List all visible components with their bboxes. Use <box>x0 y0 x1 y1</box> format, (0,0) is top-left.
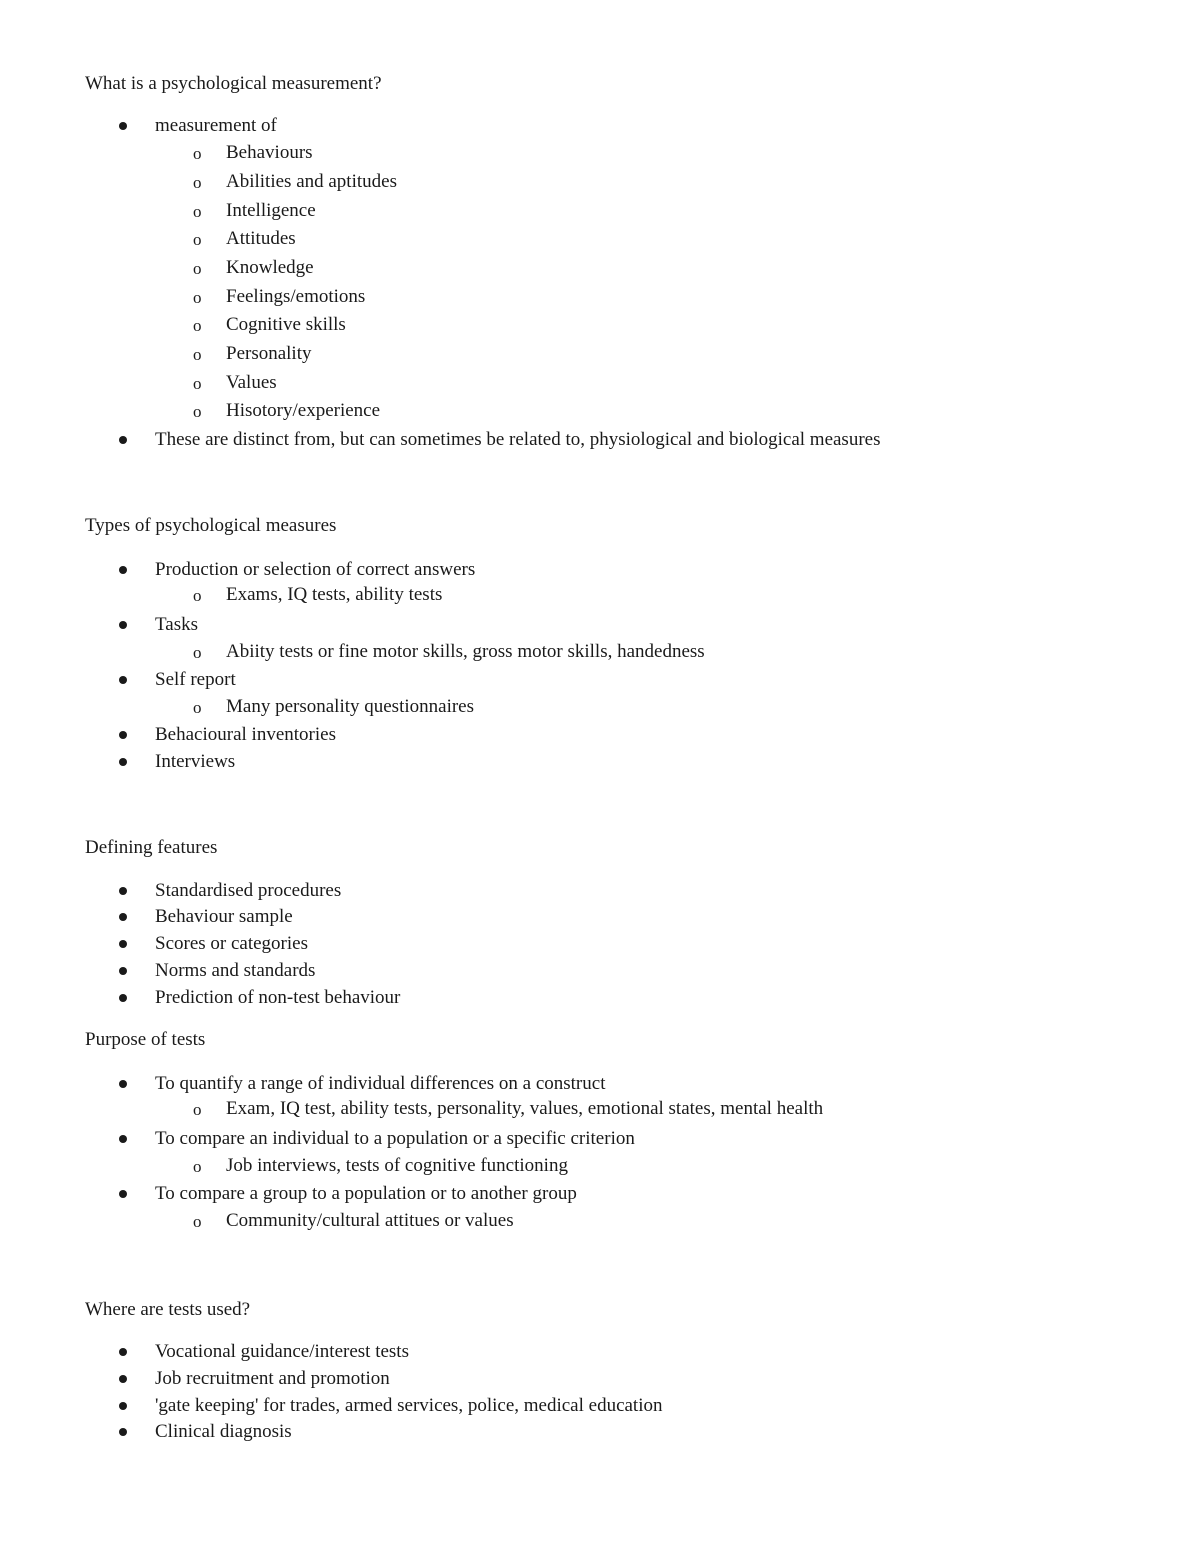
sub-bullet-icon: o <box>193 643 202 662</box>
sub-list-item: Feelings/emotions <box>226 286 366 307</box>
sub-list-item: Values <box>226 372 277 393</box>
sub-bullet-icon: o <box>193 144 202 163</box>
list-item: Norms and standards <box>155 960 316 981</box>
list-item: Behaviour sample <box>155 906 293 927</box>
sub-list-item: Knowledge <box>226 257 314 278</box>
bullet-icon <box>119 1135 127 1143</box>
list-item: 'gate keeping' for trades, armed services, police, medical education <box>155 1395 663 1416</box>
bullet-icon <box>119 436 127 444</box>
list-item: Production or selection of correct answers <box>155 559 476 580</box>
bullet-icon <box>119 1190 127 1198</box>
section-heading: Where are tests used? <box>85 1299 251 1320</box>
list-item: To compare a group to a population or to another group <box>155 1183 577 1204</box>
sub-list-item: Exams, IQ tests, ability tests <box>226 584 443 605</box>
sub-bullet-icon: o <box>193 586 202 605</box>
list-item: Clinical diagnosis <box>155 1421 292 1442</box>
sub-list-item: Attitudes <box>226 228 296 249</box>
sub-bullet-icon: o <box>193 345 202 364</box>
sub-bullet-icon: o <box>193 1157 202 1176</box>
sub-list-item: Exam, IQ test, ability tests, personality, values, emotional states, mental health <box>226 1098 824 1119</box>
list-item: Job recruitment and promotion <box>155 1368 390 1389</box>
bullet-icon <box>119 731 127 739</box>
sub-list-item: Hisotory/experience <box>226 400 381 421</box>
list-item: Vocational guidance/interest tests <box>155 1341 409 1362</box>
bullet-icon <box>119 621 127 629</box>
sub-list-item: Community/cultural attitues or values <box>226 1210 514 1231</box>
bullet-icon <box>119 758 127 766</box>
sub-list-item: Intelligence <box>226 200 316 221</box>
sub-list-item: Job interviews, tests of cognitive functioning <box>226 1155 568 1176</box>
bullet-icon <box>119 913 127 921</box>
sub-bullet-icon: o <box>193 230 202 249</box>
bullet-icon <box>119 1375 127 1383</box>
bullet-icon <box>119 1080 127 1088</box>
bullet-icon <box>119 1402 127 1410</box>
bullet-icon <box>119 994 127 1002</box>
sub-bullet-icon: o <box>193 402 202 421</box>
list-item: Self report <box>155 669 236 690</box>
list-item: These are distinct from, but can sometimes be related to, physiological and biological measures <box>155 429 881 450</box>
sub-bullet-icon: o <box>193 1212 202 1231</box>
sub-list-item: Personality <box>226 343 312 364</box>
sub-bullet-icon: o <box>193 202 202 221</box>
bullet-icon <box>119 676 127 684</box>
sub-bullet-icon: o <box>193 698 202 717</box>
sub-bullet-icon: o <box>193 173 202 192</box>
sub-list-item: Behaviours <box>226 142 313 163</box>
section-heading: Types of psychological measures <box>85 515 337 536</box>
section-heading: Defining features <box>85 837 218 858</box>
list-item: Tasks <box>155 614 199 635</box>
list-item: To compare an individual to a population or a specific criterion <box>155 1128 635 1149</box>
list-item: Prediction of non-test behaviour <box>155 987 401 1008</box>
bullet-icon <box>119 566 127 574</box>
list-item: To quantify a range of individual differences on a construct <box>155 1073 606 1094</box>
bullet-icon <box>119 940 127 948</box>
bullet-icon <box>119 1348 127 1356</box>
sub-bullet-icon: o <box>193 1100 202 1119</box>
sub-list-item: Abilities and aptitudes <box>226 171 397 192</box>
sub-list-item: Abiity tests or fine motor skills, gross motor skills, handedness <box>226 641 705 662</box>
section-heading: What is a psychological measurement? <box>85 73 382 94</box>
sub-list-item: Many personality questionnaires <box>226 696 475 717</box>
bullet-icon <box>119 887 127 895</box>
sub-list-item: Cognitive skills <box>226 314 346 335</box>
list-item: measurement of <box>155 115 277 136</box>
list-item: Interviews <box>155 751 236 772</box>
list-item: Behacioural inventories <box>155 724 336 745</box>
section-heading: Purpose of tests <box>85 1029 206 1050</box>
bullet-icon <box>119 967 127 975</box>
list-item: Standardised procedures <box>155 880 342 901</box>
bullet-icon <box>119 1428 127 1436</box>
sub-bullet-icon: o <box>193 259 202 278</box>
sub-bullet-icon: o <box>193 374 202 393</box>
bullet-icon <box>119 122 127 130</box>
list-item: Scores or categories <box>155 933 308 954</box>
sub-bullet-icon: o <box>193 316 202 335</box>
sub-bullet-icon: o <box>193 288 202 307</box>
